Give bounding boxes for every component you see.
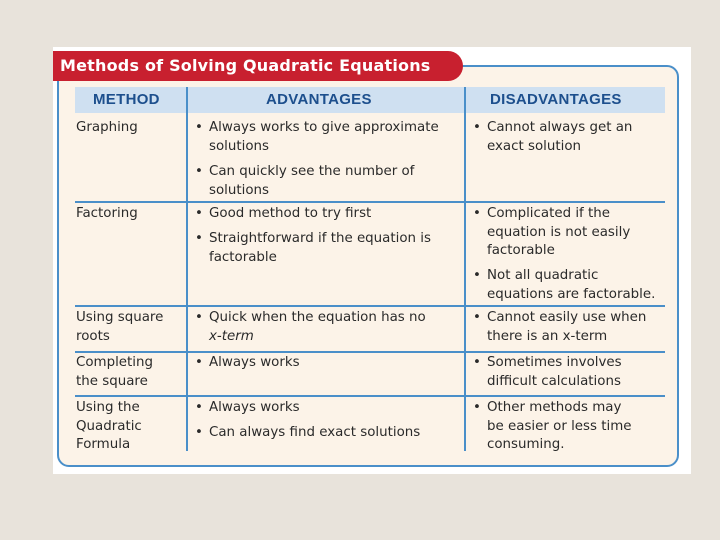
row-divider-3 bbox=[75, 351, 665, 353]
method-cell-factoring: Factoring bbox=[76, 206, 138, 221]
row-divider-4 bbox=[75, 395, 665, 397]
disadvantage-item: • Complicated if the equation is not easily factorable bbox=[473, 206, 631, 258]
table-header-row bbox=[75, 87, 665, 113]
header-method: METHOD bbox=[93, 91, 160, 108]
advantage-item: • Quick when the equation has no x-term bbox=[195, 310, 426, 344]
advantage-item: • Always works bbox=[195, 355, 300, 370]
advantage-item: • Always works bbox=[195, 400, 300, 415]
method-cell-completing-square: Completing the square bbox=[76, 355, 154, 389]
disadvantage-item: • Other methods may be easier or less time consuming. bbox=[473, 400, 632, 452]
title-banner: Methods of Solving Quadratic Equations bbox=[53, 51, 463, 81]
method-cell-graphing: Graphing bbox=[76, 120, 138, 135]
advantage-item: • Straightforward if the equation is factorable bbox=[195, 231, 431, 265]
row-divider-1 bbox=[75, 201, 665, 203]
advantage-item: • Can quickly see the number of solutions bbox=[195, 164, 415, 198]
disadvantage-item: • Cannot always get an exact solution bbox=[473, 120, 633, 154]
advantage-item: • Good method to try first bbox=[195, 206, 372, 221]
header-advantages: ADVANTAGES bbox=[266, 91, 372, 108]
method-cell-square-roots: Using square roots bbox=[76, 310, 164, 344]
advantage-item: • Always works to give approximate solutions bbox=[195, 120, 439, 154]
disadvantage-item: • Sometimes involves difficult calculations bbox=[473, 355, 622, 389]
method-cell-quadratic-formula: Using the Quadratic Formula bbox=[76, 400, 142, 452]
row-divider-2 bbox=[75, 305, 665, 307]
slide bbox=[53, 47, 691, 474]
header-disadvantages: DISADVANTAGES bbox=[490, 91, 622, 108]
disadvantage-item: • Not all quadratic equations are factorable. bbox=[473, 268, 656, 302]
disadvantage-item: • Cannot easily use when there is an x-term bbox=[473, 310, 647, 344]
advantage-item: • Can always find exact solutions bbox=[195, 425, 421, 440]
